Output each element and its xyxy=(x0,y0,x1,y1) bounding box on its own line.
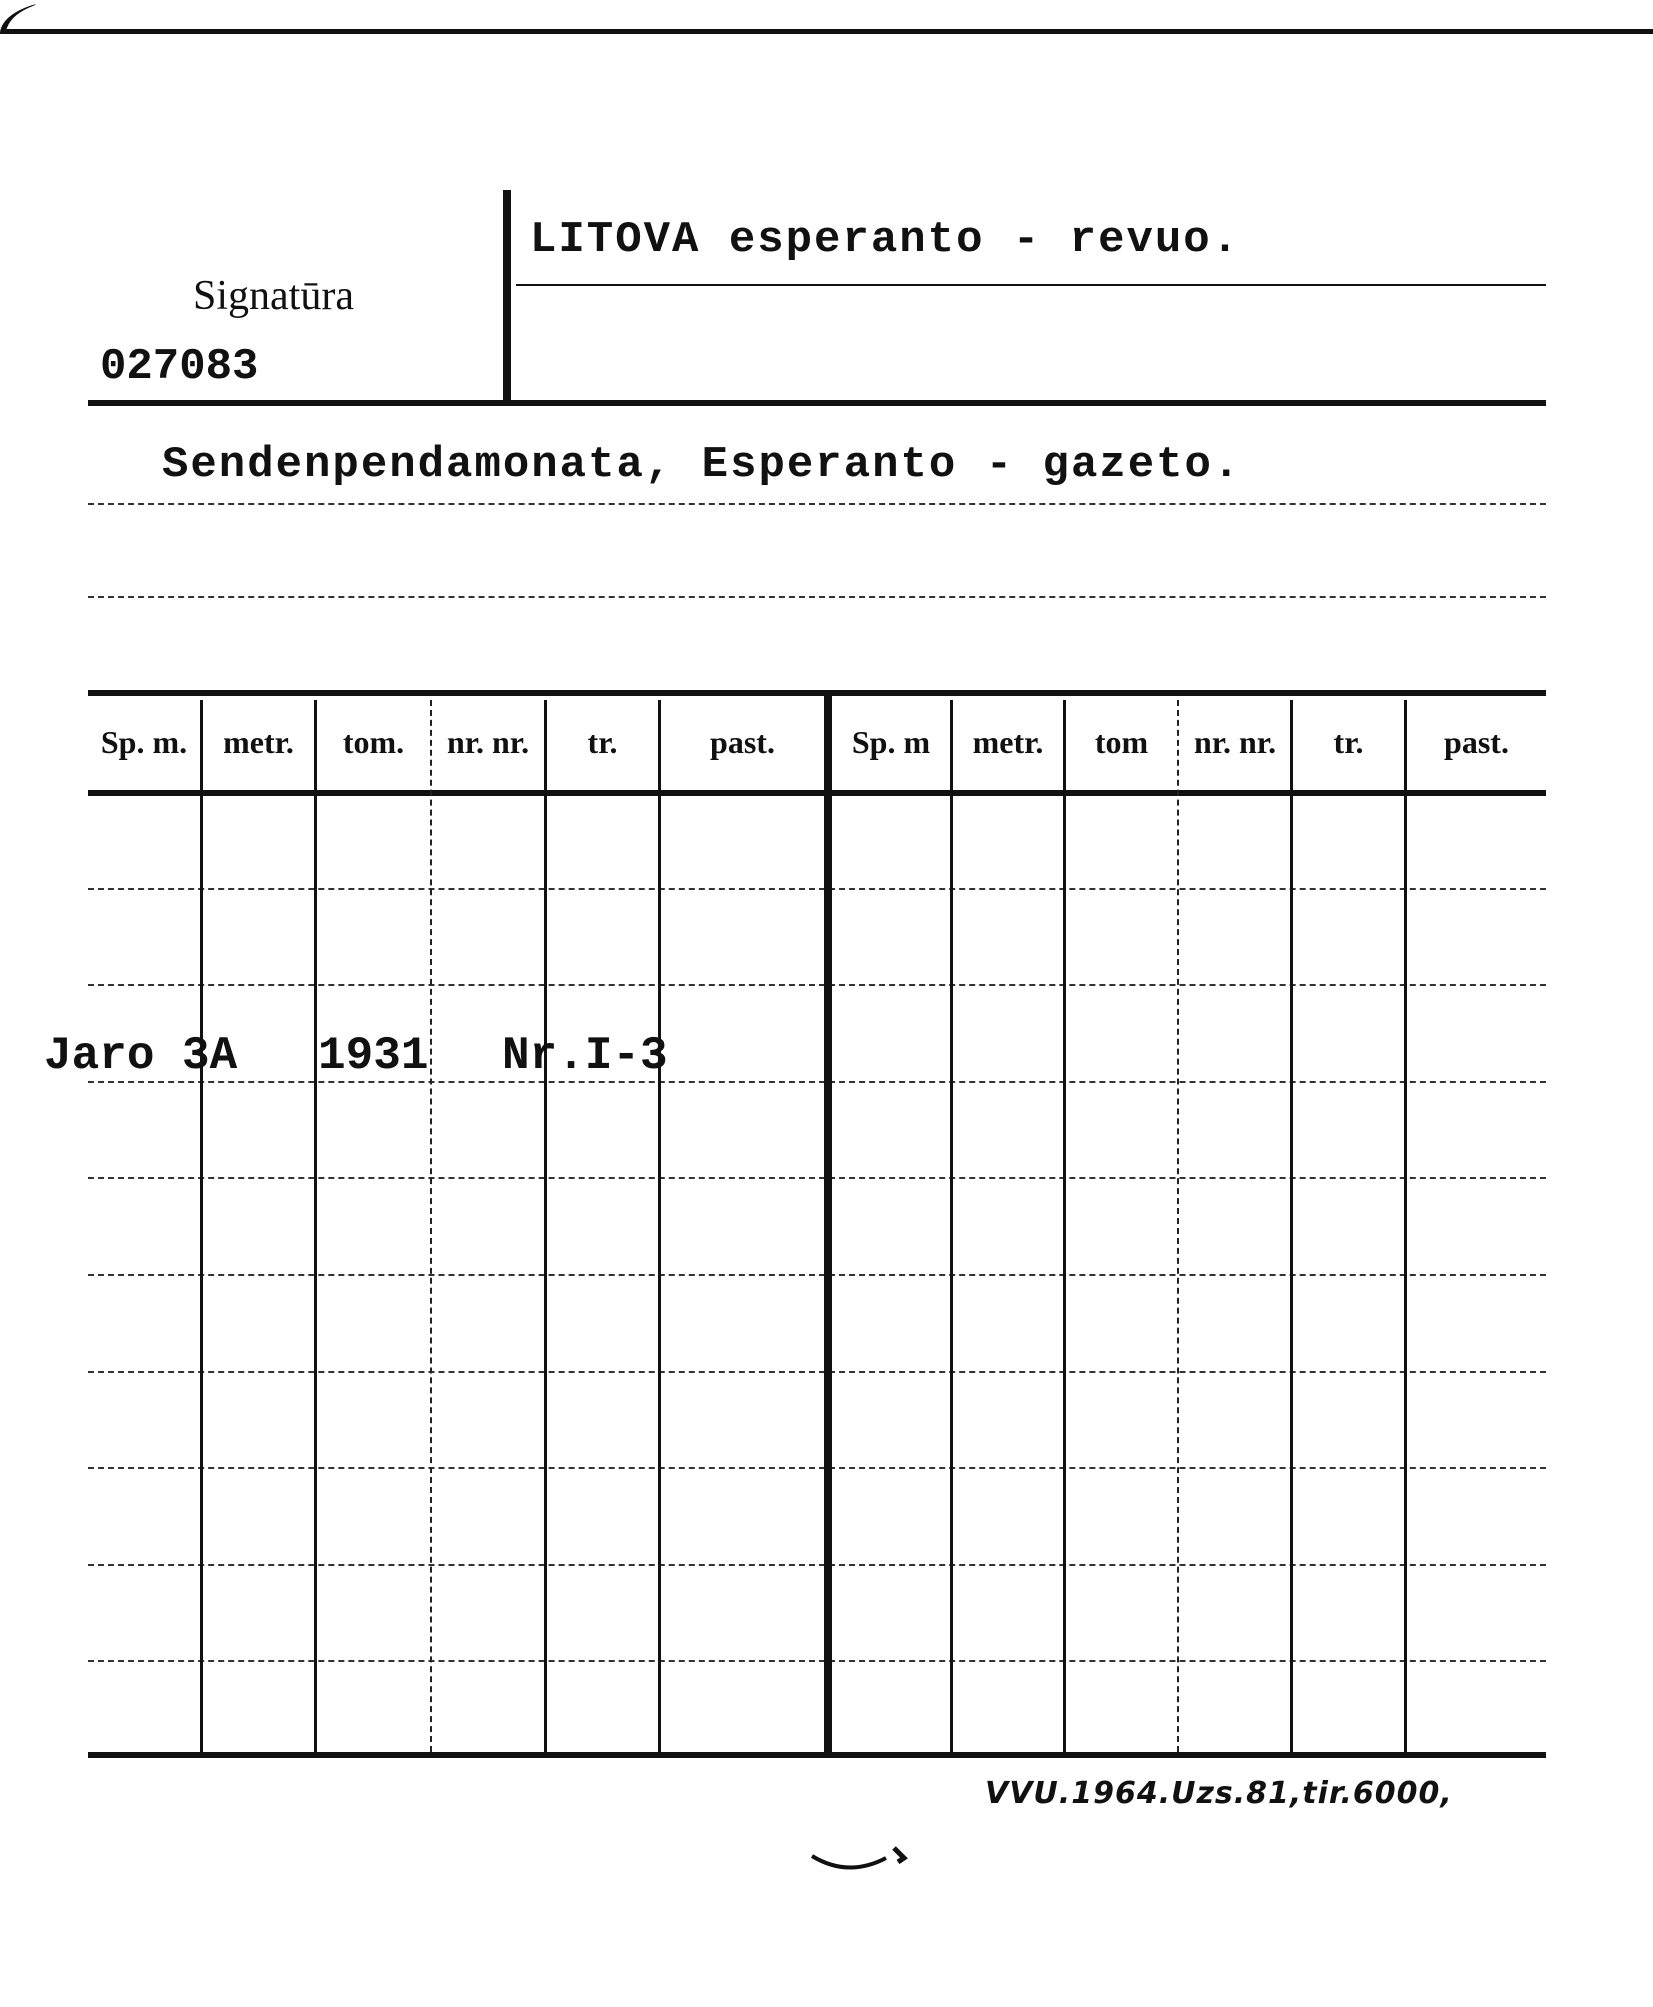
table-head-rule xyxy=(88,790,1546,796)
col-divider xyxy=(200,700,203,1752)
row-rule xyxy=(88,888,1546,890)
col-divider xyxy=(1290,700,1293,1752)
col-header-nr-nr: nr. nr. xyxy=(446,724,530,760)
entry-jaro: Jaro 3A xyxy=(44,1030,238,1082)
signature-label: Signatūra xyxy=(193,273,354,319)
col-divider xyxy=(544,700,547,1752)
signature-number: 027083 xyxy=(100,342,259,392)
header-divider xyxy=(503,190,511,402)
col-divider xyxy=(658,700,661,1752)
col-header-tom: tom. xyxy=(342,724,405,760)
printer-note: VVU.1964.Uzs.81,tir.6000, xyxy=(985,1776,1453,1811)
entry-issues: Nr.I-3 xyxy=(502,1030,668,1082)
col-header-past: past. xyxy=(1444,724,1509,760)
row-rule xyxy=(88,1660,1546,1662)
col-header-tr: tr. xyxy=(1333,724,1364,760)
col-divider xyxy=(1177,700,1179,1752)
col-header-past: past. xyxy=(710,724,775,760)
col-divider xyxy=(1063,700,1066,1752)
hole-mark-icon xyxy=(808,1836,918,1886)
table-bottom-rule xyxy=(88,1752,1546,1758)
row-rule xyxy=(88,1274,1546,1276)
col-header-tr: tr. xyxy=(587,724,618,760)
entry-year: 1931 xyxy=(318,1030,429,1082)
table-top-rule xyxy=(88,690,1546,696)
card-top-edge xyxy=(0,0,1653,34)
col-header-metr: metr. xyxy=(972,724,1044,760)
title-rule xyxy=(516,284,1546,286)
card-subtitle: Sendenpendamonata, Esperanto - gazeto. xyxy=(162,440,1242,490)
row-rule xyxy=(88,1177,1546,1179)
row-rule xyxy=(88,984,1546,986)
col-header-metr: metr. xyxy=(223,724,294,760)
col-header-nr-nr: nr. nr. xyxy=(1193,724,1277,760)
col-header-sp-m: Sp. m xyxy=(851,724,931,760)
col-divider xyxy=(950,700,953,1752)
blank-rule xyxy=(88,596,1546,598)
row-rule xyxy=(88,1564,1546,1566)
col-divider xyxy=(314,700,317,1752)
row-rule xyxy=(88,1467,1546,1469)
col-divider xyxy=(1404,700,1407,1752)
subtitle-rule xyxy=(88,503,1546,505)
table-center-divider xyxy=(824,695,832,1752)
col-divider xyxy=(430,700,432,1752)
card-title: LITOVA esperanto - revuo. xyxy=(530,215,1241,265)
col-header-tom: tom xyxy=(1094,724,1149,760)
header-rule xyxy=(88,400,1546,406)
col-header-sp-m: Sp. m. xyxy=(100,724,188,760)
row-rule xyxy=(88,1371,1546,1373)
row-rule xyxy=(88,1081,1546,1083)
